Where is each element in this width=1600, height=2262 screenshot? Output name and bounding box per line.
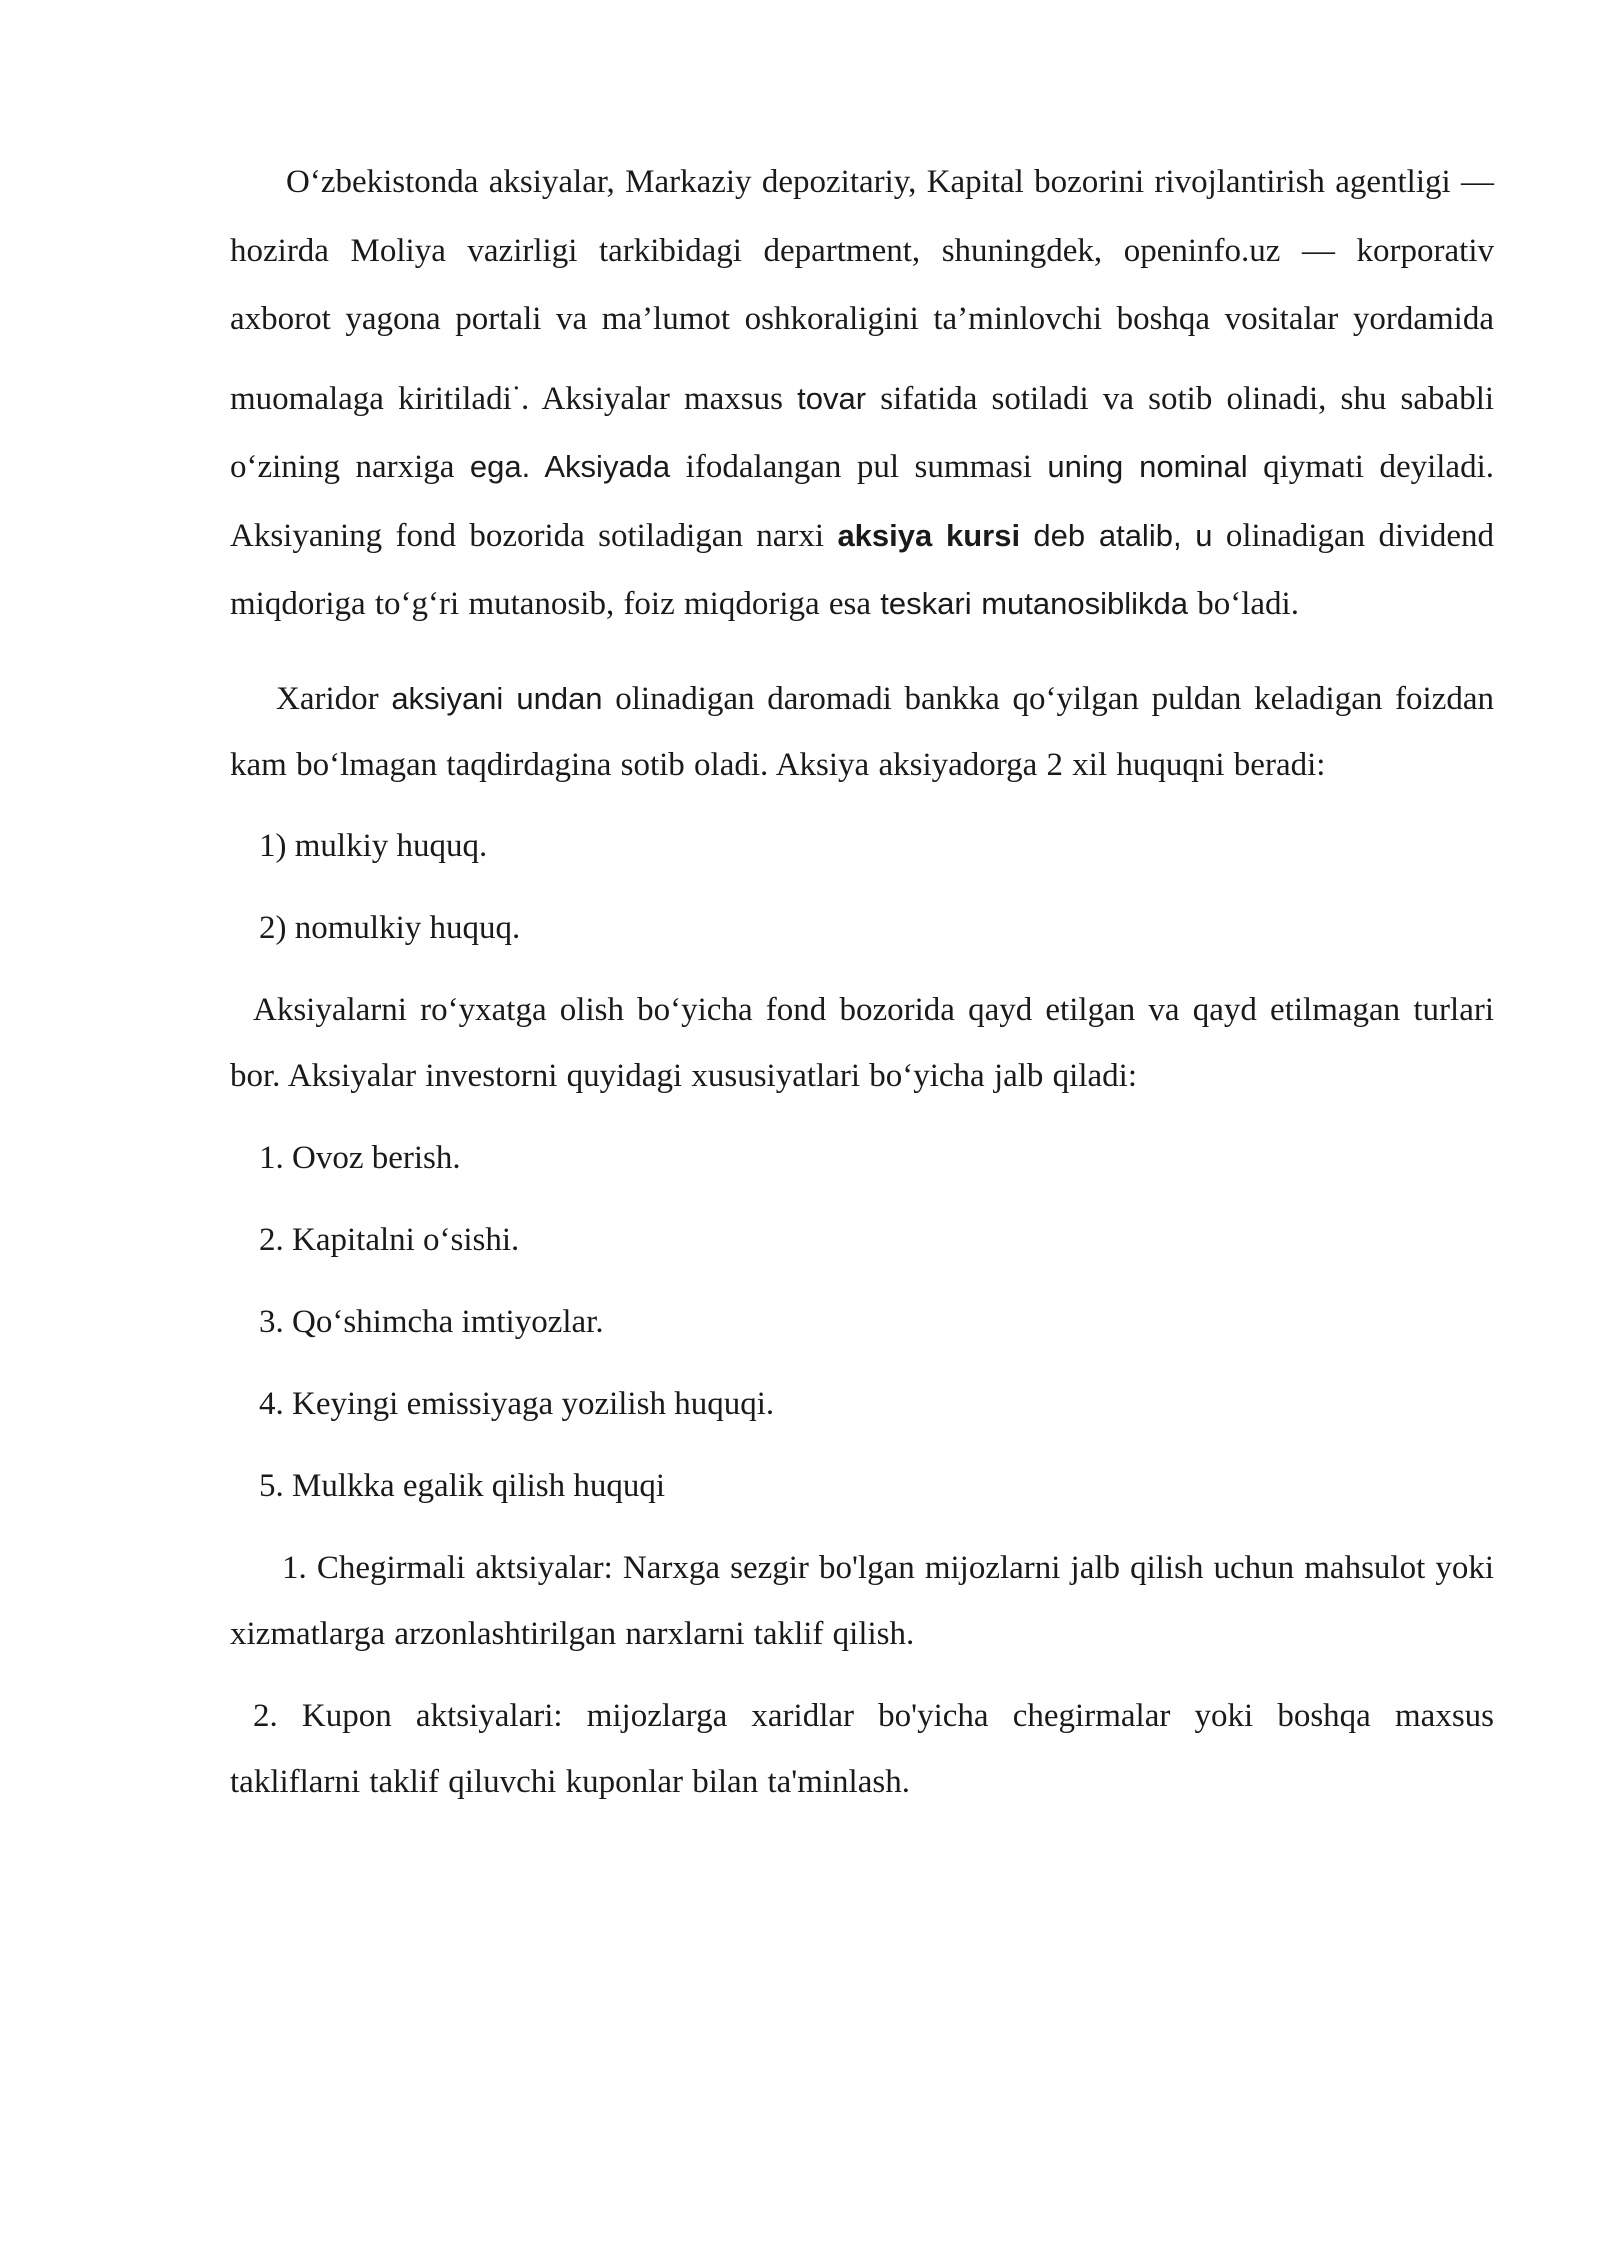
text-run-sans: uning nominal xyxy=(1047,449,1248,484)
list-item: 2) nomulkiy huquq. xyxy=(259,909,521,946)
text-run: bo‘ladi. xyxy=(1197,586,1299,622)
text-run-sans: tovar xyxy=(797,380,867,416)
text-run: Xaridor xyxy=(276,680,379,717)
list-item: 4. Keyingi emissiyaga yozilish huquqi. xyxy=(259,1385,775,1422)
rights-list xyxy=(230,813,1494,961)
text-run: O‘zbekistonda aksiyalar, Markaziy depozitariy, Kapital bozorini rivojlantirish agentligi — hozirda Moliya vazirligi tarkibidagi department, shuningdek, openinfo.uz — korporativ axborot yagona portali va ma’lumot oshkoraligini ta’minlovchi boshqa vositalar yordamida muomalaga kiritiladi xyxy=(230,164,1494,417)
text-run: olinadigan dividend miqdoriga to‘g‘ri mutanosib, foiz miqdoriga esa xyxy=(230,517,1494,622)
paragraph-buyer xyxy=(230,666,1494,798)
text-run-sans: deb atalib, u xyxy=(1033,517,1213,553)
footnote-mark: · xyxy=(511,371,521,403)
text-run: . Aksiyalar maxsus xyxy=(520,380,783,417)
list-item: 5. Mulkka egalik qilish huquqi xyxy=(259,1467,666,1504)
paragraph-registration: Aksiyalarni ro‘yxatga olish bo‘yicha fond bozorida qayd etilgan va qayd etilmagan turlari bor. Aksiyalar investorni quyidagi xususiyatlari bo‘yicha jalb qiladi: xyxy=(230,991,1494,1094)
text-run: sifatida sotiladi va sotib olinadi, shu sababli o‘zining narxiga xyxy=(230,380,1495,485)
paragraph-stock-circulation xyxy=(230,148,1494,639)
text-run: olinadigan daromadi bankka qo‘yilgan puldan keladigan foizdan kam bo‘lmagan taqdirdagina sotib oladi. Aksiya aksiyadorga 2 xil huquqni beradi: xyxy=(230,680,1494,783)
paragraph-coupon-promotions: 2. Kupon aktsiyalari: mijozlarga xaridlar bo'yicha chegirmalar yoki boshqa maxsus takliflarni taklif qiluvchi kuponlar bilan ta'minlash. xyxy=(230,1697,1494,1800)
text-run: qiymati deyiladi. Aksiyaning fond bozorida sotiladigan narxi xyxy=(230,449,1494,554)
text-run-sans: teskari mutanosiblikda xyxy=(880,586,1188,621)
list-item: 3. Qo‘shimcha imtiyozlar. xyxy=(259,1303,604,1340)
text-run: ifodalangan pul summasi xyxy=(685,449,1032,485)
text-run-sans: aksiyani undan xyxy=(391,680,603,716)
text-run-sans: ega. Aksiyada xyxy=(469,449,671,484)
list-item: 1) mulkiy huquq. xyxy=(259,827,488,864)
term-stock-rate: aksiya kursi xyxy=(837,517,1021,553)
document-page xyxy=(230,148,1494,1815)
list-item: 1. Ovoz berish. xyxy=(259,1139,461,1176)
paragraph-discount-promotions: 1. Chegirmali aktsiyalar: Narxga sezgir bo'lgan mijozlarni jalb qilish uchun mahsulot yoki xizmatlarga arzonlashtirilgan narxlarni taklif qilish. xyxy=(230,1549,1494,1652)
list-item: 2. Kapitalni o‘sishi. xyxy=(259,1221,520,1258)
features-list xyxy=(230,1125,1494,1519)
